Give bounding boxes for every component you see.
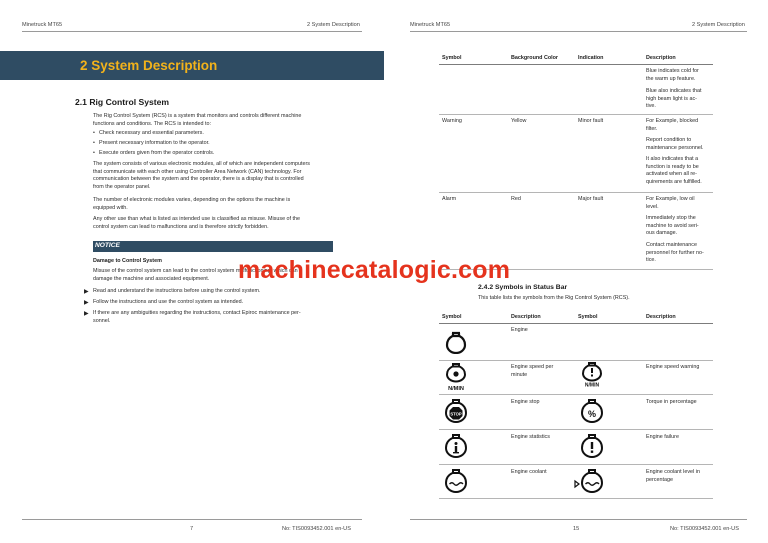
table1-header: Indication (578, 55, 604, 61)
table1-indication: Minor fault (578, 118, 604, 124)
percent-label: % (587, 409, 597, 419)
table1-desc: For Example, low oil (646, 196, 695, 202)
bullet-item: • Execute orders given from the operator controls. (99, 150, 214, 156)
table1-desc: the warm up feature. (646, 75, 696, 82)
table1-desc: personnel for further no- (646, 249, 704, 256)
table-rule (439, 64, 713, 65)
bullet-item: • Present necessary information to the operator. (99, 140, 210, 146)
table-rule (439, 394, 713, 395)
table1-desc: maintenance personnel. (646, 144, 704, 151)
subsection-title: 2.4.2 Symbols in Status Bar (478, 284, 568, 291)
section-title: 2.1 Rig Control System (75, 97, 170, 107)
notice-step: Read and understand the instructions before using the control system. (93, 288, 261, 294)
table-rule (439, 498, 713, 499)
step-arrow-icon: ▶ (84, 289, 89, 295)
subsection-intro: This table lists the symbols from the Rig Control System (RCS). (478, 295, 630, 301)
intro-line: functions and conditions. The RCS is intended to: (93, 120, 211, 127)
table1-desc: Report condition to (646, 137, 692, 143)
table2-header: Symbol (442, 314, 462, 320)
engine-coolant-level-icon (574, 468, 606, 494)
notice-banner (93, 241, 333, 252)
paragraph-line: equipped with. (93, 204, 128, 211)
table1-desc: It also indicates that a (646, 156, 699, 162)
watermark-text: machinecatalogic.com (238, 256, 511, 284)
paragraph-line: that communicate with each other using Controller Area Network (CAN) technology. For (93, 168, 302, 175)
table-rule (439, 429, 713, 430)
header-product: Minetruck MT65 (410, 22, 451, 28)
notice-text: Misuse of the control system can lead to the control system malfunctioning, which can (93, 268, 298, 274)
footer-page-number: 15 (573, 526, 580, 532)
table1-desc: tice. (646, 257, 656, 264)
table2-desc: Engine coolant level in (646, 469, 700, 475)
bullet-item: • Check necessary and essential parameters. (99, 130, 204, 136)
table2-desc: Engine failure (646, 434, 679, 440)
step-arrow-icon: ▶ (84, 300, 89, 306)
engine-icon (444, 330, 468, 354)
table-rule (439, 192, 713, 193)
footer-rule (22, 519, 362, 520)
notice-label: NOTICE (95, 242, 120, 249)
header-rule (22, 31, 362, 32)
table1-desc: ous damage. (646, 230, 678, 237)
rpm-label: N/MIN (584, 382, 600, 389)
step-arrow-icon: ▶ (84, 311, 89, 317)
table1-desc: level. (646, 203, 659, 210)
footer-doc-number: No: TIS0093452.001 en-US (282, 526, 351, 532)
table1-desc: tive. (646, 103, 656, 110)
table2-desc: Engine speed warning (646, 364, 700, 370)
table1-desc: filter. (646, 125, 658, 132)
footer-rule (410, 519, 747, 520)
torque-percentage-icon (580, 398, 604, 424)
table-rule (439, 464, 713, 465)
stop-label: STOP (450, 411, 462, 417)
notice-step: sonnel. (93, 317, 111, 324)
table2-header: Symbol (578, 314, 598, 320)
paragraph-line: Any other use than what is listed as intended use is classified as misuse. Misuse of the (93, 216, 301, 222)
header-product: Minetruck MT65 (22, 22, 63, 28)
engine-coolant-icon (444, 468, 468, 494)
table2-header: Description (646, 314, 676, 320)
footer-doc-number: No: TIS0093452.001 en-US (670, 526, 739, 532)
engine-failure-icon (580, 433, 604, 459)
table2-desc: Engine coolant (511, 469, 547, 475)
table2-desc: Engine (511, 327, 528, 333)
chapter-title: 2 System Description (80, 58, 218, 73)
table1-header: Description (646, 55, 676, 61)
table1-desc: high beam light is ac- (646, 95, 697, 102)
notice-text: damage the machine and associated equipment. (93, 275, 210, 282)
notice-title: Damage to Control System (93, 258, 162, 264)
table1-color: Red (511, 196, 521, 202)
table2-desc: Engine statistics (511, 434, 550, 440)
table1-desc: Blue indicates cold for (646, 68, 699, 74)
table1-desc: quirements are fulfilled. (646, 178, 702, 185)
engine-speed-icon (442, 362, 470, 392)
table2-desc: minute (511, 371, 528, 378)
table1-indication: Major fault (578, 196, 604, 202)
table-rule (439, 323, 713, 324)
table2-header: Description (511, 314, 541, 320)
paragraph-line: control system can lead to malfunctions and is therefore strictly forbidden. (93, 223, 269, 230)
table1-symbol: Warning (442, 118, 462, 124)
table1-desc: Immediately stop the (646, 215, 696, 221)
table1-symbol: Alarm (442, 196, 457, 202)
header-chapter: 2 System Description (307, 22, 360, 28)
table2-desc: Engine speed per (511, 364, 554, 370)
header-chapter: 2 System Description (692, 22, 745, 28)
paragraph-line: The number of electronic modules varies, depending on the options the machine is (93, 197, 291, 203)
rpm-label: N/MIN (448, 386, 464, 392)
table1-desc: For Example, blocked (646, 118, 699, 124)
table1-desc: Contact maintenance (646, 242, 697, 248)
header-rule (410, 31, 747, 32)
paragraph-line: from the operator panel. (93, 183, 151, 190)
table1-header: Symbol (442, 55, 462, 61)
intro-line: The Rig Control System (RCS) is a system that monitors and controls different machine (93, 113, 302, 119)
footer-page-number: 7 (190, 526, 194, 532)
table1-desc: activated when all re- (646, 171, 697, 178)
notice-step: Follow the instructions and use the control system as intended. (93, 299, 244, 305)
table1-desc: machine to avoid seri- (646, 222, 699, 229)
table1-desc: function is ready to be (646, 163, 699, 170)
paragraph-line: The system consists of various electronic modules, all of which are independent computers (93, 161, 310, 167)
table2-desc: Engine stop (511, 399, 540, 405)
engine-speed-warning-icon (579, 361, 605, 389)
table2-desc: percentage (646, 476, 673, 483)
table-rule (439, 114, 713, 115)
table1-color: Yellow (511, 118, 527, 124)
table1-header: Background Color (511, 55, 559, 61)
table1-desc: Blue also indicates that (646, 88, 702, 94)
notice-step: If there are any ambiguities regarding the instructions, contact Epiroc maintenance per- (93, 310, 301, 316)
table-rule (439, 360, 713, 361)
engine-stop-icon (444, 398, 468, 424)
table2-desc: Torque in percentage (646, 399, 697, 405)
engine-statistics-icon (444, 433, 468, 459)
paragraph-line: communication between the system and the operator, there is a display that is controlled (93, 176, 304, 183)
